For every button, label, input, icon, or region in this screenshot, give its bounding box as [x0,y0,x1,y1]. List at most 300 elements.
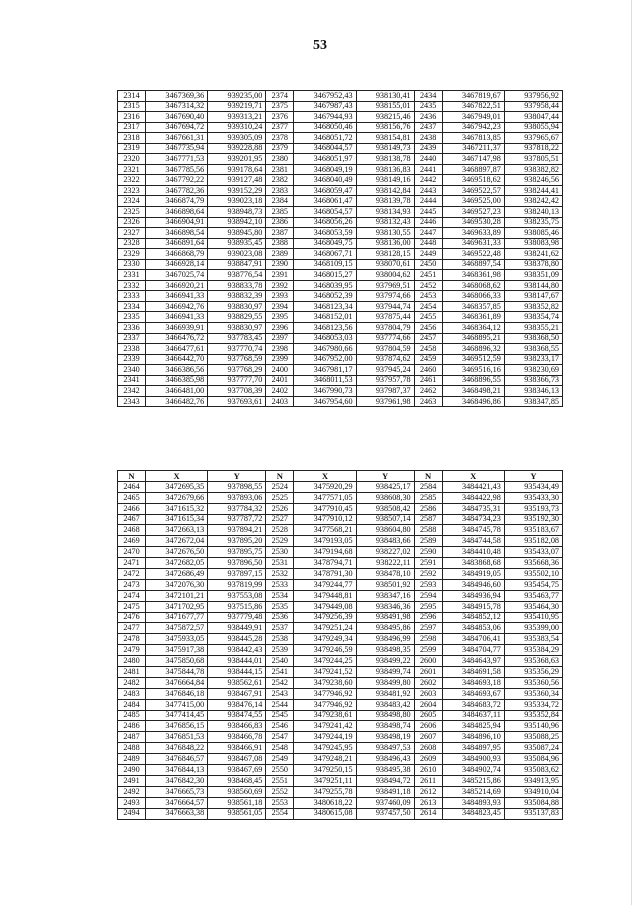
point-number-cell: 2554 [266,808,294,819]
y-coordinate-cell: 935352,84 [504,710,562,721]
y-coordinate-cell: 938466,83 [208,721,266,732]
x-coordinate-cell: 3479244,19 [294,732,356,743]
x-coordinate-cell: 3467952,00 [294,354,356,365]
y-coordinate-cell: 935433,07 [504,547,562,558]
point-number-cell: 2392 [266,280,294,291]
point-number-cell: 2598 [414,634,442,645]
y-coordinate-cell: 938351,09 [504,270,562,281]
y-coordinate-cell: 938847,91 [208,259,266,270]
y-coordinate-cell: 939305,09 [208,133,266,144]
x-coordinate-cell: 3468051,72 [294,133,356,144]
x-coordinate-cell: 3475917,38 [146,645,208,656]
y-coordinate-cell: 938491,18 [356,786,414,797]
point-number-cell: 2489 [118,754,146,765]
table-row [118,808,563,819]
point-number-cell: 2474 [118,590,146,601]
x-coordinate-cell: 3466904,91 [146,217,208,228]
y-coordinate-cell: 935140,96 [504,721,562,732]
x-coordinate-cell: 3484745,78 [442,525,504,536]
y-coordinate-cell: 939023,18 [208,196,266,207]
y-coordinate-cell: 934913,95 [504,775,562,786]
y-coordinate-cell: 937945,24 [356,365,414,376]
x-coordinate-cell: 3468051,97 [294,154,356,165]
x-coordinate-cell: 3466481,00 [146,386,208,397]
y-coordinate-cell: 938233,17 [504,354,562,365]
y-coordinate-cell: 937957,78 [356,375,414,386]
x-coordinate-cell: 3484825,94 [442,721,504,732]
table-row [118,699,563,710]
y-coordinate-cell: 938496,99 [356,634,414,645]
point-number-cell: 2334 [118,301,146,312]
y-coordinate-cell: 937777,70 [208,375,266,386]
x-coordinate-cell: 3467813,85 [442,133,504,144]
point-number-cell: 2550 [266,765,294,776]
x-coordinate-cell: 3472663,13 [146,525,208,536]
x-coordinate-cell: 3472676,50 [146,547,208,558]
y-coordinate-cell: 938240,13 [504,207,562,218]
x-coordinate-cell: 3479255,78 [294,786,356,797]
point-number-cell: 2448 [414,238,442,249]
y-coordinate-cell: 938085,46 [504,228,562,239]
table-row [118,133,563,144]
point-number-cell: 2530 [266,547,294,558]
point-number-cell: 2601 [414,667,442,678]
x-coordinate-cell: 3479251,11 [294,775,356,786]
y-coordinate-cell: 938467,08 [208,754,266,765]
y-coordinate-cell: 938235,75 [504,217,562,228]
y-coordinate-cell: 938476,14 [208,699,266,710]
y-coordinate-cell: 937774,66 [356,333,414,344]
point-number-cell: 2538 [266,634,294,645]
x-coordinate-cell: 3478791,30 [294,569,356,580]
y-coordinate-cell: 938354,74 [504,312,562,323]
y-coordinate-cell: 937897,15 [208,569,266,580]
y-coordinate-cell: 939228,88 [208,143,266,154]
page-edge-line [631,0,632,905]
point-number-cell: 2526 [266,503,294,514]
x-coordinate-cell: 3469516,16 [442,365,504,376]
x-coordinate-cell: 3468123,34 [294,301,356,312]
y-coordinate-cell: 938498,74 [356,721,414,732]
point-number-cell: 2551 [266,775,294,786]
point-number-cell: 2395 [266,312,294,323]
x-coordinate-cell: 3472672,04 [146,536,208,547]
table-row [118,612,563,623]
y-coordinate-cell: 937553,08 [208,590,266,601]
y-coordinate-cell: 938560,69 [208,786,266,797]
y-coordinate-cell: 935454,75 [504,579,562,590]
point-number-cell: 2608 [414,743,442,754]
y-coordinate-cell: 938378,80 [504,259,562,270]
point-number-cell: 2380 [266,154,294,165]
x-coordinate-cell: 3467990,73 [294,386,356,397]
x-coordinate-cell: 3471702,95 [146,601,208,612]
point-number-cell: 2593 [414,579,442,590]
point-number-cell: 2314 [118,91,146,102]
y-coordinate-cell: 938561,18 [208,797,266,808]
point-number-cell: 2458 [414,344,442,355]
point-number-cell: 2449 [414,249,442,260]
point-number-cell: 2437 [414,122,442,133]
y-coordinate-cell: 938474,55 [208,710,266,721]
column-header: Y [208,471,266,482]
x-coordinate-cell: 3477946,92 [294,688,356,699]
x-coordinate-cell: 3472101,21 [146,590,208,601]
point-number-cell: 2587 [414,514,442,525]
point-number-cell: 2464 [118,481,146,492]
x-coordinate-cell: 3468049,75 [294,238,356,249]
point-number-cell: 2398 [266,344,294,355]
point-number-cell: 2330 [118,259,146,270]
x-coordinate-cell: 3469525,00 [442,196,504,207]
x-coordinate-cell: 3467792,22 [146,175,208,186]
point-number-cell: 2455 [414,312,442,323]
point-number-cell: 2465 [118,492,146,503]
y-coordinate-cell: 935383,54 [504,634,562,645]
point-number-cell: 2459 [414,354,442,365]
x-coordinate-cell: 3467785,56 [146,164,208,175]
y-coordinate-cell: 938466,78 [208,732,266,743]
y-coordinate-cell: 937956,92 [504,91,562,102]
point-number-cell: 2480 [118,656,146,667]
y-coordinate-cell: 937708,39 [208,386,266,397]
y-coordinate-cell: 938346,13 [504,386,562,397]
table-row [118,623,563,634]
point-number-cell: 2460 [414,365,442,376]
x-coordinate-cell: 3484735,31 [442,503,504,514]
point-number-cell: 2325 [118,207,146,218]
point-number-cell: 2317 [118,122,146,133]
point-number-cell: 2594 [414,590,442,601]
x-coordinate-cell: 3479238,60 [294,677,356,688]
point-number-cell: 2385 [266,207,294,218]
point-number-cell: 2529 [266,536,294,547]
y-coordinate-cell: 938945,80 [208,228,266,239]
y-coordinate-cell: 938948,73 [208,207,266,218]
point-number-cell: 2545 [266,710,294,721]
y-coordinate-cell: 938130,55 [356,228,414,239]
y-coordinate-cell: 937460,09 [356,797,414,808]
y-coordinate-cell: 938499,22 [356,656,414,667]
table-row [118,91,563,102]
x-coordinate-cell: 3476851,53 [146,732,208,743]
point-number-cell: 2491 [118,775,146,786]
x-coordinate-cell: 3466477,61 [146,344,208,355]
point-number-cell: 2614 [414,808,442,819]
table-row [118,291,563,302]
point-number-cell: 2494 [118,808,146,819]
table-row [118,710,563,721]
x-coordinate-cell: 3479250,15 [294,765,356,776]
y-coordinate-cell: 938444,01 [208,656,266,667]
table-row [118,217,563,228]
y-coordinate-cell: 938478,10 [356,569,414,580]
x-coordinate-cell: 3467944,93 [294,112,356,123]
table-row [118,249,563,260]
x-coordinate-cell: 3485214,69 [442,786,504,797]
x-coordinate-cell: 3468039,95 [294,280,356,291]
point-number-cell: 2539 [266,645,294,656]
x-coordinate-cell: 3479449,08 [294,601,356,612]
point-number-cell: 2328 [118,238,146,249]
point-number-cell: 2438 [414,133,442,144]
x-coordinate-cell: 3469518,62 [442,175,504,186]
point-number-cell: 2454 [414,301,442,312]
x-coordinate-cell: 3466928,14 [146,259,208,270]
table-row [118,579,563,590]
x-coordinate-cell: 3467147,98 [442,154,504,165]
x-coordinate-cell: 3484734,23 [442,514,504,525]
point-number-cell: 2592 [414,569,442,580]
y-coordinate-cell: 937784,32 [208,503,266,514]
y-coordinate-cell: 938136,83 [356,164,414,175]
y-coordinate-cell: 938495,86 [356,623,414,634]
x-coordinate-cell: 3467987,43 [294,101,356,112]
x-coordinate-cell: 3466898,54 [146,228,208,239]
point-number-cell: 2446 [414,217,442,228]
x-coordinate-cell: 3467771,53 [146,154,208,165]
x-coordinate-cell: 3466941,33 [146,291,208,302]
x-coordinate-cell: 3484902,74 [442,765,504,776]
x-coordinate-cell: 3467025,74 [146,270,208,281]
y-coordinate-cell: 938942,10 [208,217,266,228]
y-coordinate-cell: 935137,83 [504,808,562,819]
table-row [118,228,563,239]
y-coordinate-cell: 938604,80 [356,525,414,536]
x-coordinate-cell: 3479238,61 [294,710,356,721]
point-number-cell: 2548 [266,743,294,754]
table-row [118,765,563,776]
x-coordinate-cell: 3477414,45 [146,710,208,721]
point-number-cell: 2332 [118,280,146,291]
point-number-cell: 2486 [118,721,146,732]
x-coordinate-cell: 3484946,60 [442,579,504,590]
table-row [118,207,563,218]
x-coordinate-cell: 3476856,15 [146,721,208,732]
table-row [118,775,563,786]
table-row [118,312,563,323]
x-coordinate-cell: 3484915,78 [442,601,504,612]
x-coordinate-cell: 3484897,95 [442,743,504,754]
column-header: X [294,471,356,482]
point-number-cell: 2540 [266,656,294,667]
x-coordinate-cell: 3479193,05 [294,536,356,547]
x-coordinate-cell: 3484823,45 [442,808,504,819]
column-header: N [266,471,294,482]
point-number-cell: 2468 [118,525,146,536]
point-number-cell: 2605 [414,710,442,721]
x-coordinate-cell: 3468067,71 [294,249,356,260]
x-coordinate-cell: 3468123,56 [294,323,356,334]
y-coordinate-cell: 938242,42 [504,196,562,207]
x-coordinate-cell: 3466898,64 [146,207,208,218]
x-coordinate-cell: 3467694,72 [146,122,208,133]
x-coordinate-cell: 3484919,05 [442,569,504,580]
x-coordinate-cell: 3468361,89 [442,312,504,323]
column-header: Y [356,471,414,482]
y-coordinate-cell: 938561,05 [208,808,266,819]
table-row [118,164,563,175]
point-number-cell: 2475 [118,601,146,612]
point-number-cell: 2320 [118,154,146,165]
y-coordinate-cell: 937958,44 [504,101,562,112]
point-number-cell: 2397 [266,333,294,344]
x-coordinate-cell: 3475844,78 [146,667,208,678]
point-number-cell: 2490 [118,765,146,776]
point-number-cell: 2484 [118,699,146,710]
y-coordinate-cell: 935384,29 [504,645,562,656]
x-coordinate-cell: 3467952,43 [294,91,356,102]
table-row [118,238,563,249]
table-row [118,797,563,808]
y-coordinate-cell: 937804,59 [356,344,414,355]
x-coordinate-cell: 3467782,36 [146,185,208,196]
x-coordinate-cell: 3479194,68 [294,547,356,558]
table-row [118,754,563,765]
table-row [118,196,563,207]
y-coordinate-cell: 938483,42 [356,699,414,710]
table-row [118,112,563,123]
point-number-cell: 2456 [414,323,442,334]
point-number-cell: 2591 [414,558,442,569]
table-row [118,569,563,580]
x-coordinate-cell: 3467690,40 [146,112,208,123]
y-coordinate-cell: 938442,43 [208,645,266,656]
x-coordinate-cell: 3469512,59 [442,354,504,365]
x-coordinate-cell: 3466868,79 [146,249,208,260]
x-coordinate-cell: 3467211,37 [442,143,504,154]
x-coordinate-cell: 3477910,45 [294,503,356,514]
point-number-cell: 2472 [118,569,146,580]
x-coordinate-cell: 3466476,72 [146,333,208,344]
y-coordinate-cell: 939127,48 [208,175,266,186]
y-coordinate-cell: 938498,35 [356,645,414,656]
table-row [118,536,563,547]
x-coordinate-cell: 3484637,11 [442,710,504,721]
y-coordinate-cell: 935084,88 [504,797,562,808]
x-coordinate-cell: 3484706,41 [442,634,504,645]
point-number-cell: 2388 [266,238,294,249]
point-number-cell: 2525 [266,492,294,503]
column-header: N [414,471,442,482]
y-coordinate-cell: 938227,02 [356,547,414,558]
y-coordinate-cell: 938346,36 [356,601,414,612]
x-coordinate-cell: 3466891,64 [146,238,208,249]
y-coordinate-cell: 937818,22 [504,143,562,154]
x-coordinate-cell: 3468061,47 [294,196,356,207]
point-number-cell: 2533 [266,579,294,590]
point-number-cell: 2394 [266,301,294,312]
table-row [118,481,563,492]
y-coordinate-cell: 938496,43 [356,754,414,765]
point-number-cell: 2607 [414,732,442,743]
y-coordinate-cell: 938347,85 [504,396,562,407]
point-number-cell: 2470 [118,547,146,558]
table-row [118,375,563,386]
x-coordinate-cell: 3467980,66 [294,344,356,355]
x-coordinate-cell: 3468015,27 [294,270,356,281]
x-coordinate-cell: 3478794,71 [294,558,356,569]
y-coordinate-cell: 937895,75 [208,547,266,558]
y-coordinate-cell: 938445,28 [208,634,266,645]
x-coordinate-cell: 3484693,67 [442,688,504,699]
x-coordinate-cell: 3475872,57 [146,623,208,634]
coordinates-table-top [117,90,563,407]
x-coordinate-cell: 3468109,15 [294,259,356,270]
x-coordinate-cell: 3484691,58 [442,667,504,678]
x-coordinate-cell: 3467949,01 [442,112,504,123]
table-row [118,514,563,525]
y-coordinate-cell: 938134,93 [356,207,414,218]
point-number-cell: 2466 [118,503,146,514]
x-coordinate-cell: 3468050,46 [294,122,356,133]
x-coordinate-cell: 3468066,33 [442,291,504,302]
point-number-cell: 2338 [118,344,146,355]
y-coordinate-cell: 938149,16 [356,175,414,186]
x-coordinate-cell: 3467661,31 [146,133,208,144]
x-coordinate-cell: 3483868,68 [442,558,504,569]
point-number-cell: 2487 [118,732,146,743]
y-coordinate-cell: 935360,56 [504,677,562,688]
table-row [118,492,563,503]
x-coordinate-cell: 3468897,54 [442,259,504,270]
point-number-cell: 2481 [118,667,146,678]
point-number-cell: 2316 [118,112,146,123]
y-coordinate-cell: 938467,91 [208,688,266,699]
table-row [118,101,563,112]
column-header: Y [504,471,562,482]
point-number-cell: 2535 [266,601,294,612]
point-number-cell: 2331 [118,270,146,281]
point-number-cell: 2339 [118,354,146,365]
point-number-cell: 2336 [118,323,146,334]
x-coordinate-cell: 3466920,21 [146,280,208,291]
point-number-cell: 2389 [266,249,294,260]
x-coordinate-cell: 3484704,77 [442,645,504,656]
table-row [118,154,563,165]
coordinates-table-top-body [118,91,563,407]
y-coordinate-cell: 938155,01 [356,101,414,112]
y-coordinate-cell: 938128,15 [356,249,414,260]
table-row [118,122,563,133]
x-coordinate-cell: 3475920,29 [294,481,356,492]
y-coordinate-cell: 938139,78 [356,196,414,207]
y-coordinate-cell: 937894,21 [208,525,266,536]
point-number-cell: 2532 [266,569,294,580]
x-coordinate-cell: 3475933,05 [146,634,208,645]
x-coordinate-cell: 3469522,57 [442,185,504,196]
table-row [118,354,563,365]
x-coordinate-cell: 3467735,94 [146,143,208,154]
point-number-cell: 2439 [414,143,442,154]
y-coordinate-cell: 938776,54 [208,270,266,281]
y-coordinate-cell: 938138,78 [356,154,414,165]
y-coordinate-cell: 938494,72 [356,775,414,786]
point-number-cell: 2440 [414,154,442,165]
y-coordinate-cell: 938055,94 [504,122,562,133]
y-coordinate-cell: 938498,19 [356,732,414,743]
y-coordinate-cell: 937898,55 [208,481,266,492]
y-coordinate-cell: 938047,44 [504,112,562,123]
table-row [118,547,563,558]
point-number-cell: 2374 [266,91,294,102]
y-coordinate-cell: 937974,66 [356,291,414,302]
x-coordinate-cell: 3466941,33 [146,312,208,323]
point-number-cell: 2319 [118,143,146,154]
table-row [118,333,563,344]
point-number-cell: 2547 [266,732,294,743]
x-coordinate-cell: 3479241,42 [294,721,356,732]
